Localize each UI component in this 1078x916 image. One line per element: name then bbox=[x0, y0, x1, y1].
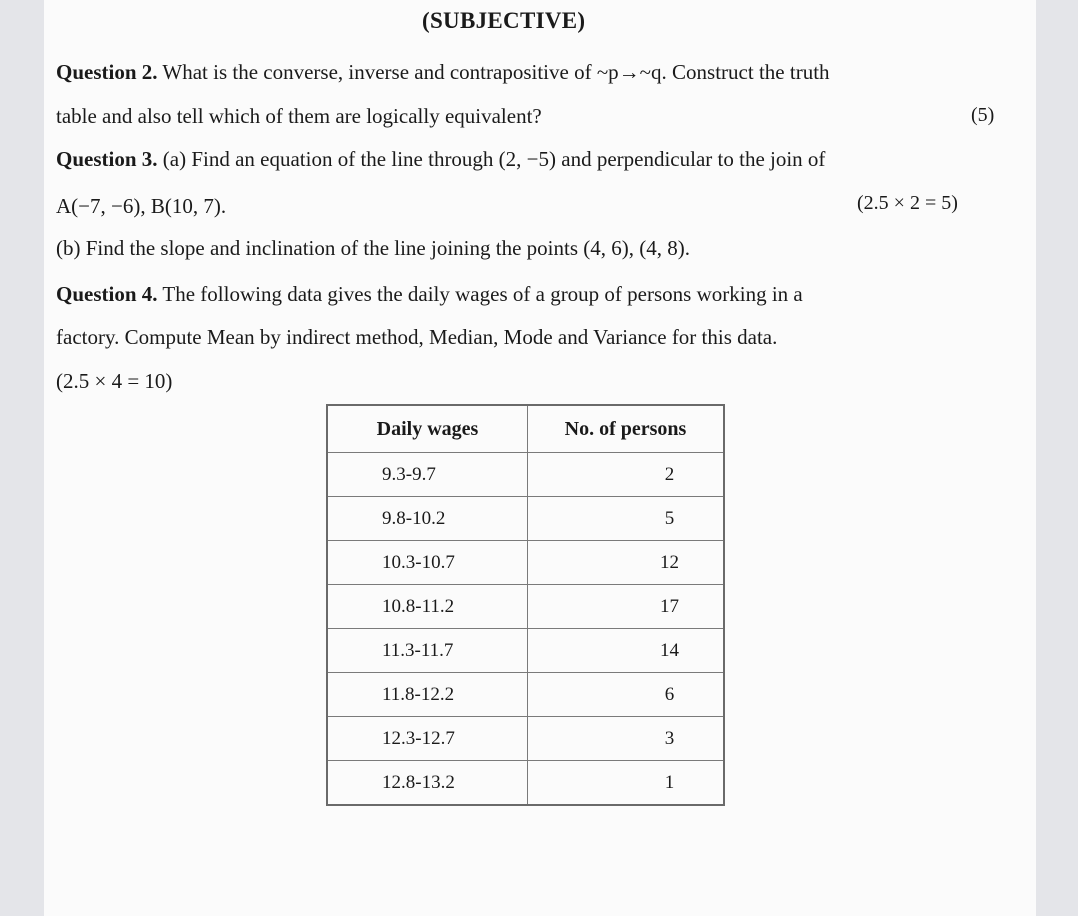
question-2-marks: (5) bbox=[971, 104, 995, 126]
question-2-text-2: table and also tell which of them are logically equivalent? bbox=[56, 104, 542, 128]
count-cell: 5 bbox=[528, 497, 725, 541]
question-4-text-1: The following data gives the daily wages of a group of persons working in a bbox=[157, 282, 803, 306]
wage-cell: 10.3-10.7 bbox=[327, 541, 528, 585]
count-cell: 6 bbox=[528, 673, 725, 717]
question-4-text-2: factory. Compute Mean by indirect method, Median, Mode and Variance for this data. bbox=[56, 325, 778, 349]
count-cell: 2 bbox=[528, 453, 725, 497]
wage-cell: 11.8-12.2 bbox=[327, 673, 528, 717]
wage-cell: 11.3-11.7 bbox=[327, 629, 528, 673]
question-3-text-2: A(−7, −6), B(10, 7). bbox=[56, 194, 227, 218]
wage-cell: 10.8-11.2 bbox=[327, 585, 528, 629]
table-row bbox=[327, 629, 724, 673]
count-cell: 3 bbox=[528, 717, 725, 761]
wage-cell: 12.8-13.2 bbox=[327, 761, 528, 806]
table-header-row bbox=[327, 405, 724, 453]
table-row bbox=[327, 585, 724, 629]
wages-table bbox=[326, 404, 725, 806]
question-4-marks: (2.5 × 4 = 10) bbox=[56, 369, 173, 393]
count-cell: 17 bbox=[528, 585, 725, 629]
wage-cell: 12.3-12.7 bbox=[327, 717, 528, 761]
table-row bbox=[327, 497, 724, 541]
section-heading: (SUBJECTIVE) bbox=[422, 8, 586, 33]
count-cell: 1 bbox=[528, 761, 725, 806]
wage-cell: 9.8-10.2 bbox=[327, 497, 528, 541]
table-row bbox=[327, 453, 724, 497]
question-3-label: Question 3. bbox=[56, 147, 158, 171]
count-cell: 14 bbox=[528, 629, 725, 673]
table-row bbox=[327, 541, 724, 585]
question-2-text-1: What is the converse, inverse and contrapositive of ~p→~q. Construct the truth bbox=[157, 60, 830, 84]
header-daily-wages: Daily wages bbox=[327, 405, 528, 453]
question-3-line-1 bbox=[56, 145, 825, 173]
table-row bbox=[327, 673, 724, 717]
question-4-line-1 bbox=[56, 280, 803, 308]
question-3-marks: (2.5 × 2 = 5) bbox=[857, 192, 958, 214]
document-page bbox=[44, 0, 1036, 916]
wage-cell: 9.3-9.7 bbox=[327, 453, 528, 497]
question-2-label: Question 2. bbox=[56, 60, 158, 84]
header-no-of-persons: No. of persons bbox=[528, 405, 725, 453]
question-3-text-3: (b) Find the slope and inclination of the line joining the points (4, 6), (4, 8). bbox=[56, 236, 690, 260]
question-3-text-1: (a) Find an equation of the line through (2, −5) and perpendicular to the join of bbox=[157, 147, 826, 171]
table-row bbox=[327, 761, 724, 806]
table-row bbox=[327, 717, 724, 761]
count-cell: 12 bbox=[528, 541, 725, 585]
question-2-line-1 bbox=[56, 58, 830, 86]
question-4-label: Question 4. bbox=[56, 282, 158, 306]
